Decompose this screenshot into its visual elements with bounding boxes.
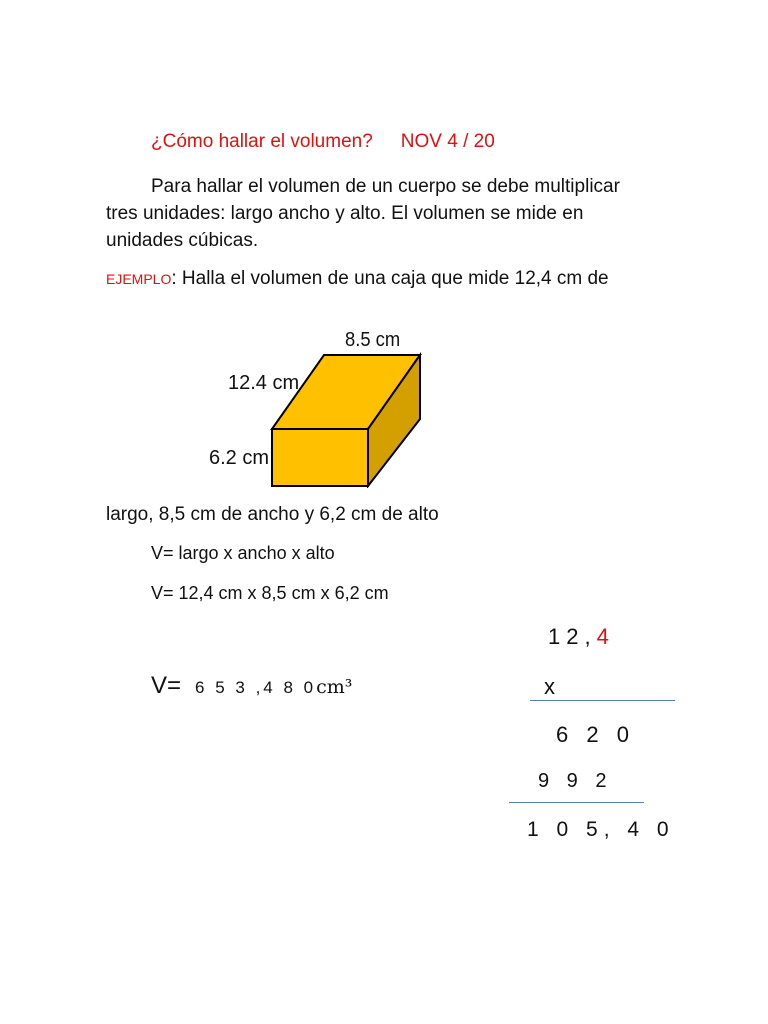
intro-paragraph [106, 173, 620, 254]
title-date: NOV 4 / 20 [400, 131, 495, 152]
multiplicand [548, 624, 615, 650]
multiply-operator: x [544, 674, 561, 699]
formula-general: V= largo x ancho x alto [151, 543, 335, 563]
multiplicand-int: 12, [548, 624, 597, 649]
length-label: 12.4 cm [228, 372, 300, 394]
partial-row-2: 9 9 2 [538, 770, 613, 792]
volume-result [151, 672, 352, 700]
product-total: 1 0 5, 4 0 [527, 818, 675, 841]
title-question: ¿Cómo hallar el volumen? [151, 131, 373, 152]
multiplicand-dec: 4 [596, 624, 615, 649]
multiply-line-2 [509, 802, 644, 803]
box-front-face [272, 429, 368, 486]
formula-substituted: V= 12,4 cm x 8,5 cm x 6,2 cm [151, 583, 389, 603]
result-unit: cm³ [316, 676, 353, 698]
paragraph-line-3: unidades cúbicas. [106, 230, 259, 251]
result-value: 6 5 3 ,4 8 0 [195, 678, 317, 697]
multiply-line-1 [530, 700, 675, 701]
paragraph-line-2: tres unidades: largo ancho y alto. El volumen se mide en [106, 203, 584, 224]
result-label: V= [151, 672, 182, 699]
example-continuation: largo, 8,5 cm de ancho y 6,2 cm de alto [106, 504, 439, 525]
box-figure [206, 316, 426, 488]
height-label: 6.2 cm [209, 447, 270, 469]
box-illustration [206, 316, 426, 488]
example-text: : Halla el volumen de una caja que mide 12,4 cm de [171, 268, 609, 289]
partial-row-1: 6 2 0 [556, 722, 635, 747]
paragraph-line-1: Para hallar el volumen de un cuerpo se debe multiplicar [151, 176, 620, 197]
page-title [151, 131, 495, 153]
width-label: 8.5 cm [345, 329, 401, 352]
example-tag: EJEMPLO [106, 271, 172, 287]
example-statement [106, 268, 609, 290]
